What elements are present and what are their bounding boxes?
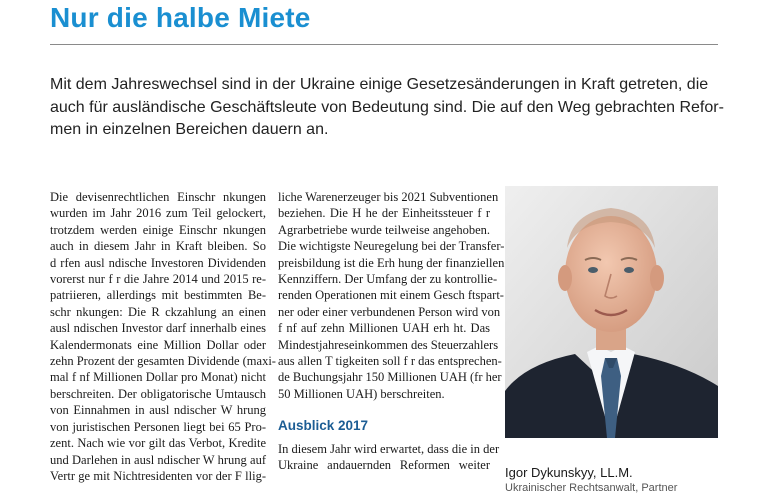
- lead-line: men in einzelnen Bereichen dauern an.: [50, 121, 329, 138]
- body-line: mal f nf Millionen Dollar pro Monat) nicht: [50, 370, 266, 385]
- body-line: zent. Nach wie vor gilt das Verbot, Kredite: [50, 436, 266, 451]
- body-line: Die wichtigste Neuregelung bei der Transfer-: [278, 239, 505, 254]
- body-line: Kalendermonats eine Million Dollar oder: [50, 337, 266, 352]
- body-line: und Darlehen in ausl ndischer W hrung auf: [50, 452, 266, 467]
- body-line: auch in diesem Jahr in Kraft bleiben. So: [50, 239, 266, 254]
- body-line: 50 Millionen UAH) berschreiten.: [278, 386, 445, 401]
- body-line: Mindestjahreseinkommen des Steuerzahlers: [278, 337, 499, 352]
- lead-line: Mit dem Jahreswechsel sind in der Ukraine einige Gesetzesänderungen in Kraft getreten, die: [50, 76, 709, 93]
- body-line: preisbildung ist die Erh hung der finanziellen: [278, 255, 505, 270]
- lead-paragraph: [50, 74, 722, 142]
- portrait-image: [505, 186, 718, 438]
- author-photo: [505, 186, 718, 438]
- body-line: von Einnahmen in ausl ndischer W hrung: [50, 403, 266, 418]
- body-line: vorerst nur f r die Jahre 2014 und 2015 re-: [50, 272, 266, 287]
- body-line: ner oder einer verbundenen Person wird von: [278, 304, 501, 319]
- section-heading: Ausblick 2017: [278, 418, 369, 433]
- photo-caption: Igor Dykunskyy, LL.M.: [505, 465, 633, 480]
- body-line: trotzdem werden einige Einschr nkungen: [50, 222, 266, 237]
- body-line: Vertr ge mit Nichtresidenten vor der F llig-: [50, 468, 266, 483]
- body-column-1: [50, 189, 276, 484]
- body-line: Kennziffern. Der Umfang der zu kontrollie-: [278, 272, 498, 287]
- article-title: Nur die halbe Miete: [50, 2, 311, 33]
- body-line: zehn Prozent der gesamten Dividende (maxi-: [50, 354, 276, 369]
- lead-line: auch für ausländische Geschäftsleute von Bedeutung sind. Die auf den Weg gebrachten Refor-: [50, 98, 724, 116]
- body-line: renden Operationen mit einem Gesch ftspart-: [278, 288, 504, 303]
- body-line: berschreiten. Der obligatorische Umtausch: [50, 386, 266, 401]
- body-line: f nf auf zehn Millionen UAH erh ht. Das: [278, 321, 490, 336]
- body-line: von juristischen Personen liegt bei 65 Pro-: [50, 419, 266, 434]
- body-line: d rfen ausl ndische Investoren Dividenden: [50, 255, 266, 270]
- body-line: liche Warenerzeuger bis 2021 Subventionen: [278, 190, 499, 204]
- body-line: Die devisenrechtlichen Einschr nkungen: [50, 190, 266, 204]
- body-column-2-continued: [278, 441, 500, 474]
- body-line: Agrarbetriebe wurde teilweise angehoben.: [278, 222, 490, 237]
- body-line: Ukraine andauernden Reformen weiter: [278, 458, 490, 473]
- body-line: ausl ndischen Investor darf innerhalb eines: [50, 321, 266, 336]
- title-divider: [50, 44, 718, 45]
- body-line: de Buchungsjahr 150 Millionen UAH (fr her: [278, 370, 502, 385]
- body-line: schr nkungen: Die R ckzahlung an einen: [50, 304, 266, 319]
- photo-caption-subtitle: Ukrainischer Rechtsanwalt, Partner: [505, 482, 678, 494]
- body-line: wurden im Jahr 2016 zum Teil gelockert,: [50, 206, 266, 221]
- body-line: beziehen. Die H he der Einheitssteuer f r: [278, 206, 490, 221]
- body-line: aus allen T tigkeiten soll f r das entsprechen-: [278, 354, 502, 369]
- body-column-2: [278, 189, 505, 402]
- body-line: In diesem Jahr wird erwartet, dass die in der: [278, 442, 500, 456]
- body-line: patriieren, allerdings mit bestimmten Be-: [50, 288, 266, 303]
